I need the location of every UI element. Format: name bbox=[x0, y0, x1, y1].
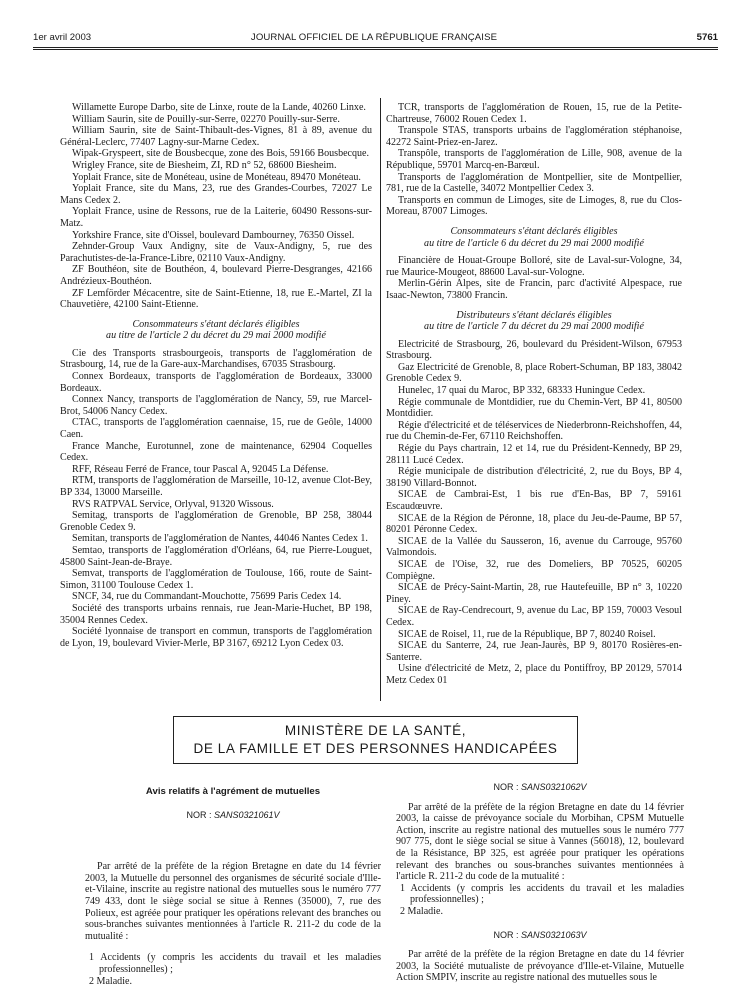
list-entry: SICAE de Cambrai-Est, 1 bis rue d'En-Bas, BP 7, 59161 Escaudœuvre. bbox=[386, 489, 682, 512]
ministry-heading-box bbox=[173, 716, 578, 764]
column-divider bbox=[380, 98, 381, 701]
list-entry: Yoplait France, usine de Ressons, rue de la Laiterie, 60490 Ressons-sur-Matz. bbox=[60, 206, 372, 229]
mutuelles-section-left bbox=[85, 786, 381, 987]
list-entry: Transpole STAS, transports urbains de l'agglomération stéphanoise, 42272 Saint-Priez-en-Jarez. bbox=[386, 125, 682, 148]
list-entry: Cie des Transports strasbourgeois, transports de l'agglomération de Strasbourg, 14, rue de la Gare-aux-Marchandises, 67035 Strasbourg. bbox=[60, 347, 372, 371]
nor-reference bbox=[396, 930, 684, 942]
list-entry: William Saurin, site de Pouilly-sur-Serre, 02270 Pouilly-sur-Serre. bbox=[72, 113, 340, 125]
list-entry: SICAE du Santerre, 24, rue Jean-Jaurès, BP 9, 80170 Rosières-en-Santerre. bbox=[386, 640, 682, 663]
right-column bbox=[386, 102, 682, 687]
list-entry: Electricité de Strasbourg, 26, boulevard du Président-Wilson, 67953 Strasbourg. bbox=[386, 338, 682, 362]
list-entry: Usine d'électricité de Metz, 2, place du Pontiffroy, BP 20129, 57014 Metz Cedex 01 bbox=[386, 663, 682, 686]
list-entry: Willamette Europe Darbo, site de Linxe, route de la Lande, 40260 Linxe. bbox=[72, 102, 366, 113]
arrete-paragraph: Par arrêté de la préfète de la région Bretagne en date du 14 février 2003, la Mutuelle du personnel des organismes de sécurité sociale d'Ille-et-Vilaine, inscrite au registre national des mutuelles sous le numéro 777 749 433, dont le siège social se situe à Rennes (35000), 7, rue des Polieux, est agréée pour pratiquer les opérations relevant des branches ou sous-branches suivantes mentionnées à l'article R. 211-2 du code de la mutualité : bbox=[85, 861, 381, 942]
list-entry: ZF Bouthéon, site de Bouthéon, 4, boulevard Pierre-Desgranges, 42166 Andrézieux-Bouthéon. bbox=[60, 264, 372, 287]
list-entry: RVS RATPVAL Service, Orlyval, 91320 Wissous. bbox=[72, 498, 274, 510]
list-entry: Transpôle, transports de l'agglomération de Lille, 908, avenue de la République, 59701 Marcq-en-Barœul. bbox=[386, 148, 682, 171]
section-subheading: au titre de l'article 7 du décret du 29 mai 2000 modifié bbox=[424, 321, 644, 333]
list-entry: Hunelec, 17 quai du Maroc, BP 332, 68333 Huningue Cedex. bbox=[398, 385, 646, 397]
ministry-line-2: DE LA FAMILLE ET DES PERSONNES HANDICAPÉES bbox=[193, 741, 558, 756]
list-entry: Société lyonnaise de transport en commun, transports de l'agglomération de Lyon, 19, boulevard Vivier-Merle, BP 3167, 69212 Lyon Cedex 03. bbox=[60, 626, 372, 649]
list-entry: Régie municipale de distribution d'électricité, 2, rue du Boys, BP 4, 38190 Villard-Bonnot. bbox=[386, 466, 682, 489]
list-entry: RTM, transports de l'agglomération de Marseille, 10-12, avenue Clot-Bey, BP 334, 13000 Marseille. bbox=[60, 475, 372, 498]
list-entry: SICAE de la Vallée du Sausseron, 16, avenue du Carrouge, 95760 Valmondois. bbox=[386, 535, 682, 559]
list-entry: Semitag, transports de l'agglomération de Grenoble, BP 258, 38044 Grenoble Cedex 9. bbox=[60, 510, 372, 533]
list-entry: Yoplait France, site de Monéteau, usine de Monéteau, 89470 Monéteau. bbox=[72, 171, 361, 183]
list-entry: Wrigley France, site de Biesheim, ZI, RD n° 52, 68600 Biesheim. bbox=[72, 159, 337, 171]
nor-code: SANS0321063V bbox=[520, 929, 587, 940]
branch-item: 1 Accidents (y compris les accidents du travail et les maladies professionnelles) ; bbox=[400, 882, 684, 906]
list-entry: SICAE de Précy-Saint-Martin, 28, rue Hautefeuille, BP n° 3, 10220 Piney. bbox=[386, 582, 682, 605]
left-column bbox=[60, 102, 372, 649]
list-entry: Connex Nancy, transports de l'agglomération de Nancy, 59, rue Marcel-Brot, 54006 Nancy Cedex. bbox=[60, 394, 372, 417]
nor-code: SANS0321061V bbox=[213, 809, 280, 820]
list-entry: SICAE de la Région de Péronne, 18, place du Jeu-de-Paume, BP 57, 80201 Péronne Cedex. bbox=[386, 512, 682, 536]
section-heading: Distributeurs s'étant déclarés éligibles bbox=[456, 309, 612, 321]
list-entry: Connex Bordeaux, transports de l'agglomération de Bordeaux, 33000 Bordeaux. bbox=[60, 371, 372, 394]
list-entry: Société des transports urbains rennais, rue Jean-Marie-Huchet, BP 198, 35004 Rennes Cedex. bbox=[60, 602, 372, 626]
nor-reference bbox=[396, 782, 684, 794]
list-entry: SNCF, 34, rue du Commandant-Mouchotte, 75699 Paris Cedex 14. bbox=[72, 591, 342, 603]
header-rule-top bbox=[33, 47, 718, 48]
list-entry: Régie du Pays chartrain, 12 et 14, rue du Président-Kennedy, BP 29, 28111 Lucé Cedex. bbox=[386, 443, 682, 466]
list-entry: ZF Lemförder Mécacentre, site de Saint-Etienne, 18, rue E.-Martel, ZI la Chauvetière, 42100 Saint-Etienne. bbox=[60, 287, 372, 311]
list-entry: CTAC, transports de l'agglomération caennaise, 15, rue de Geôle, 14000 Caen. bbox=[60, 417, 372, 441]
journal-title: JOURNAL OFFICIEL DE LA RÉPUBLIQUE FRANÇAISE bbox=[250, 32, 498, 43]
list-entry: Financière de Houat-Groupe Bolloré, site de Laval-sur-Vologne, 34, rue Maurice-Mougeot, 88600 Laval-sur-Vologne. bbox=[386, 255, 682, 278]
arrete-paragraph: Par arrêté de la préfète de la région Bretagne en date du 14 février 2003, la Société mutualiste de prévoyance d'Ille-et-Vilaine, Mutuelle Action SMPIV, inscrite au registre national des mutuelles sous le bbox=[396, 949, 684, 984]
branch-item: 1 Accidents (y compris les accidents du travail et les maladies professionnelles) ; bbox=[89, 952, 381, 975]
list-entry: SICAE de Ray-Cendrecourt, 9, avenue du Lac, BP 159, 70003 Vesoul Cedex. bbox=[386, 605, 682, 628]
mutuelles-section-right bbox=[396, 782, 684, 984]
list-entry: SICAE de Roisel, 11, rue de la République, BP 7, 80240 Roisel. bbox=[398, 628, 656, 640]
list-entry: Semvat, transports de l'agglomération de Toulouse, 166, route de Saint-Simon, 31100 Toulouse Cedex 1. bbox=[60, 568, 372, 591]
list-entry: Yorkshire France, site d'Oissel, boulevard Dambourney, 76350 Oissel. bbox=[72, 229, 355, 241]
list-entry: RFF, Réseau Ferré de France, tour Pascal A, 92045 La Défense. bbox=[72, 463, 329, 475]
list-entry: Wipak-Gryspeert, site de Bousbecque, zone des Bois, 59166 Bousbecque. bbox=[72, 148, 370, 160]
ministry-line-1: MINISTÈRE DE LA SANTÉ, bbox=[284, 723, 467, 738]
nor-label: NOR : bbox=[493, 782, 519, 792]
nor-code: SANS0321062V bbox=[520, 782, 587, 792]
header-date: 1er avril 2003 bbox=[33, 32, 92, 43]
list-entry: SICAE de l'Oise, 32, rue des Domeliers, BP 70525, 60205 Compiègne. bbox=[386, 558, 682, 582]
list-entry: Gaz Electricité de Grenoble, 8, place Robert-Schuman, BP 183, 38042 Grenoble Cedex 9. bbox=[386, 361, 682, 385]
list-entry: Semitan, transports de l'agglomération de Nantes, 44046 Nantes Cedex 1. bbox=[72, 533, 368, 545]
section-subheading: au titre de l'article 2 du décret du 29 mai 2000 modifié bbox=[106, 330, 326, 342]
list-entry: Transports en commun de Limoges, site de Limoges, 8, rue du Clos-Moreau, 87007 Limoges. bbox=[386, 194, 682, 218]
page-number: 5761 bbox=[696, 32, 718, 43]
list-entry: TCR, transports de l'agglomération de Rouen, 15, rue de la Petite-Chartreuse, 76002 Rouen Cedex 1. bbox=[386, 102, 682, 125]
branch-item: 2 Maladie. bbox=[89, 975, 132, 987]
nor-label: NOR : bbox=[493, 929, 519, 940]
list-entry: France Manche, Eurotunnel, zone de maintenance, 62904 Coquelles Cedex. bbox=[60, 440, 372, 464]
section-heading: Consommateurs s'étant déclarés éligibles bbox=[450, 225, 618, 237]
section-heading: Consommateurs s'étant déclarés éligibles bbox=[132, 318, 300, 330]
section-title: Avis relatifs à l'agrément de mutuelles bbox=[145, 786, 321, 797]
arrete-paragraph: Par arrêté de la préfète de la région Bretagne en date du 14 février 2003, la caisse de prévoyance sociale du Morbihan, CPSM Mutuelle Action, inscrite au registre national des mutuelles sous le numéro 777 907 775, dont le siège social se situe à Vannes (56018), 12, boulevard de la Résistance, BP 325, est agréée pour pratiquer les opérations relevant des branches ou sous-branches suivantes mentionnées à l'article R. 211-2 du code de la mutualité : bbox=[396, 801, 684, 883]
section-subheading: au titre de l'article 6 du décret du 29 mai 2000 modifié bbox=[424, 237, 644, 249]
list-entry: Transports de l'agglomération de Montpellier, site de Montpellier, 781, rue de la Castelle, 34072 Montpellier Cedex 3. bbox=[386, 171, 682, 195]
list-entry: Semtao, transports de l'agglomération d'Orléans, 64, rue Pierre-Louguet, 45800 Saint-Jean-de-Braye. bbox=[60, 544, 372, 568]
header-rule-bottom bbox=[33, 49, 718, 50]
list-entry: Régie communale de Montdidier, rue du Chemin-Vert, BP 41, 80500 Montdidier. bbox=[386, 396, 682, 420]
nor-reference bbox=[85, 810, 381, 822]
nor-label: NOR : bbox=[186, 809, 212, 820]
list-entry: Régie d'électricité et de téléservices de Niederbronn-Reichshoffen, 44, rue du Chemin-de-Fer, 67110 Reichshoffen. bbox=[386, 419, 682, 443]
list-entry: Merlin-Gérin Alpes, site de Francin, parc d'activité Alpespace, rue Isaac-Newton, 73800 Francin. bbox=[386, 278, 682, 301]
list-entry: William Saurin, site de Saint-Thibault-des-Vignes, 81 à 89, avenue du Général-Leclerc, 77407 Lagny-sur-Marne Cedex. bbox=[60, 125, 372, 148]
branch-item: 2 Maladie. bbox=[400, 905, 443, 917]
list-entry: Zehnder-Group Vaux Andigny, site de Vaux-Andigny, 5, rue des Parachutistes-de-la-France-Libre, 02110 Vaux-Andigny. bbox=[60, 241, 372, 264]
list-entry: Yoplait France, site du Mans, 23, rue des Grandes-Courbes, 72027 Le Mans Cedex 2. bbox=[60, 183, 372, 206]
